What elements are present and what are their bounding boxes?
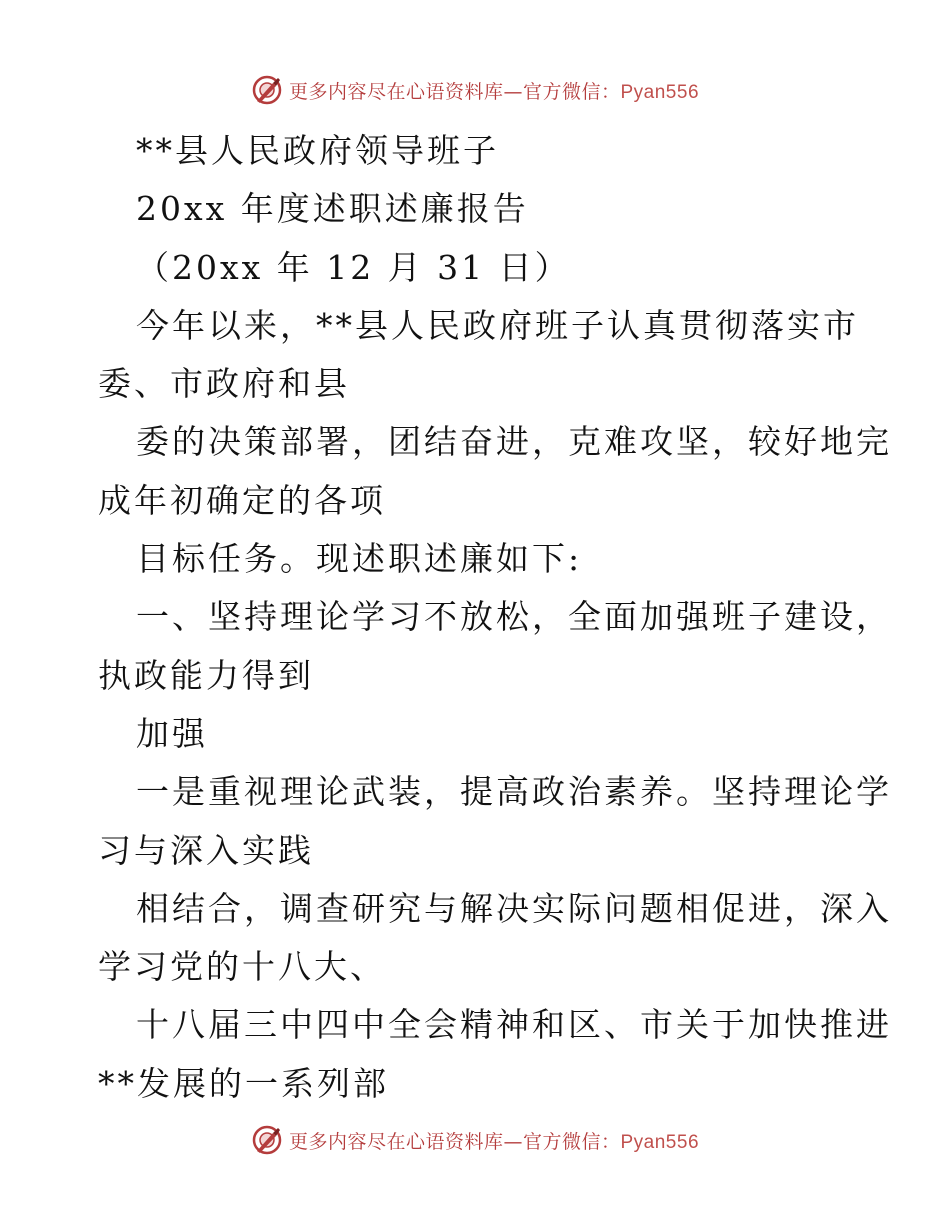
banner-wechat-id: Pyan556 <box>620 1131 700 1153</box>
doc-title-line-1: **县人民政府领导班子 <box>136 131 499 170</box>
doc-paragraph-line: 加强 <box>136 713 208 753</box>
banner-main-text: 更多内容尽在心语资料库 <box>288 1130 504 1153</box>
banner-separator: — <box>503 1130 523 1153</box>
doc-date-line: （20xx 年 12 月 31 日） <box>136 247 571 287</box>
doc-paragraph-line: 今年以来，**县人民政府班子认真贯彻落实市 <box>136 305 859 345</box>
doc-paragraph-line: 委的决策部署，团结奋进，克难攻坚，较好地完 <box>136 422 892 462</box>
doc-title-line-2: 20xx 年度述职述廉报告 <box>136 189 529 229</box>
banner-wechat-label: 官方微信： <box>522 80 621 103</box>
doc-paragraph-line: 目标任务。现述职述廉如下: <box>136 539 583 579</box>
banner-separator: — <box>503 80 523 103</box>
doc-paragraph-line: 委、市政府和县 <box>98 364 350 404</box>
header-banner <box>0 70 950 110</box>
doc-paragraph-line: 一是重视理论武装，提高政治素养。坚持理论学 <box>136 772 892 812</box>
doc-section-heading: 一、坚持理论学习不放松，全面加强班子建设， <box>136 597 892 637</box>
banner-main-text: 更多内容尽在心语资料库 <box>288 80 504 103</box>
pen-logo-icon <box>251 74 283 106</box>
doc-paragraph-line: 学习党的十八大、 <box>98 947 386 987</box>
doc-paragraph-line: 十八届三中四中全会精神和区、市关于加快推进 <box>136 1005 892 1045</box>
banner-text <box>289 1127 699 1154</box>
doc-paragraph-line: 相结合，调查研究与解决实际问题相促进，深入 <box>136 888 892 928</box>
banner-wechat-id: Pyan556 <box>620 81 700 103</box>
banner-wechat-label: 官方微信： <box>522 1130 621 1153</box>
document-body <box>98 122 892 1113</box>
banner-text <box>289 77 699 104</box>
doc-paragraph-line: **发展的一系列部 <box>98 1063 389 1103</box>
doc-paragraph-line: 执政能力得到 <box>98 655 314 695</box>
footer-banner <box>0 1120 950 1160</box>
pen-logo-icon <box>251 1124 283 1156</box>
doc-paragraph-line: 成年初确定的各项 <box>98 480 386 520</box>
doc-paragraph-line: 习与深入实践 <box>98 830 314 870</box>
